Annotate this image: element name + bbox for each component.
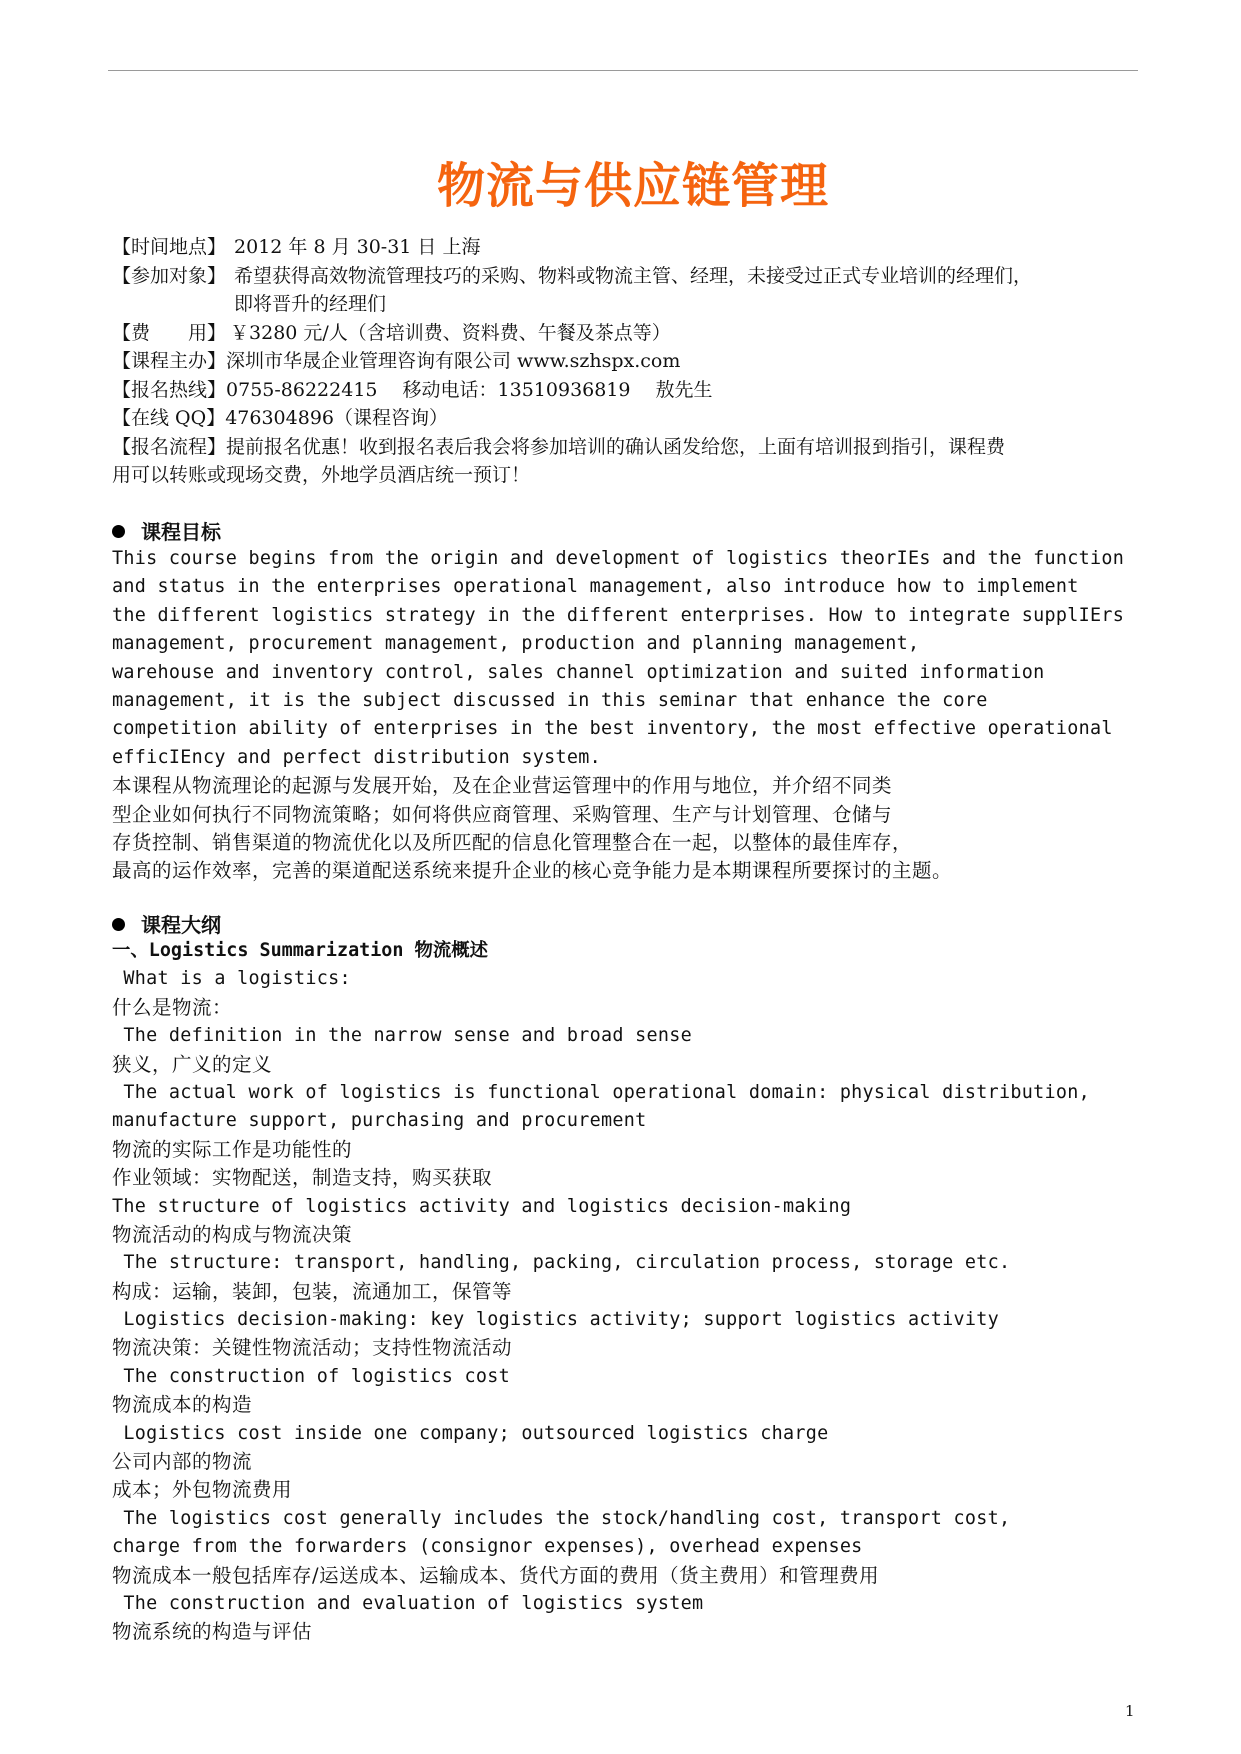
section-heading-outline — [112, 909, 221, 938]
course-info — [112, 233, 1152, 490]
outline-english-line: The logistics cost generally includes the stock/handling cost, transport cost, — [112, 1507, 1011, 1529]
bullet-icon — [112, 918, 125, 931]
outline-chinese-line: 物流系统的构造与评估 — [112, 1620, 313, 1644]
info-value: 深圳市华晟企业管理咨询有限公司 www.szhspx.com — [226, 350, 681, 372]
header-rule — [108, 70, 1138, 71]
outline-english-line: The actual work of logistics is functional operational domain: physical distribution, — [112, 1081, 1090, 1103]
info-value-line: 希望获得高效物流管理技巧的采购、物料或物流主管、经理，未接受过正式专业培训的经理们， — [234, 264, 1033, 287]
outline-chinese-line: 物流成本的构造 — [112, 1393, 253, 1417]
goal-english-line: This course begins from the origin and development of logistics theorIEs and the function — [112, 548, 1125, 569]
goal-english-line: efficIEncy and perfect distribution system. — [112, 746, 601, 768]
outline-chinese-line: 物流决策：关键性物流活动；支持性物流活动 — [112, 1336, 513, 1360]
goal-english-line: management, procurement management, production and planning management, — [112, 633, 920, 655]
registration-process — [112, 433, 1152, 490]
info-key: 【在线 QQ】 — [112, 407, 226, 429]
outline-part-title: 一、Logistics Summarization 物流概述 — [112, 940, 489, 961]
goal-chinese-line: 型企业如何执行不同物流策略；如何将供应商管理、采购管理、生产与计划管理、仓储与 — [112, 802, 893, 826]
goal-text — [112, 545, 1152, 886]
goal-english-line: warehouse and inventory control, sales channel optimization and suited information — [112, 661, 1045, 683]
outline-english-line: The structure: transport, handling, packing, circulation process, storage etc. — [112, 1252, 1011, 1274]
outline-english-line: The definition in the narrow sense and broad sense — [112, 1025, 692, 1047]
info-value: 0755-86222415 移动电话：13510936819 敖先生 — [226, 378, 713, 401]
outline-chinese-line: 什么是物流： — [112, 995, 233, 1019]
outline-chinese-line: 物流活动的构成与物流决策 — [112, 1222, 353, 1246]
section-heading-goal — [112, 516, 221, 545]
goal-english-line: competition ability of enterprises in the best inventory, the most effective operational — [112, 718, 1113, 740]
outline-chinese-line: 成本；外包物流费用 — [112, 1478, 293, 1502]
info-key: 【课程主办】 — [112, 350, 227, 372]
goal-english-line: the different logistics strategy in the different enterprises. How to integrate supplIErs — [112, 604, 1125, 626]
info-row-organizer — [112, 347, 1152, 376]
info-value-line: 即将晋升的经理们 — [234, 293, 387, 315]
outline-english-line: manufacture support, purchasing and procurement — [112, 1110, 647, 1132]
outline-chinese-line: 物流的实际工作是功能性的 — [112, 1137, 353, 1161]
section-heading-text: 课程目标 — [141, 520, 221, 544]
outline-english-line: What is a logistics: — [112, 968, 351, 990]
outline-english-line: The structure of logistics activity and logistics decision-making — [112, 1195, 852, 1217]
outline-english-line: Logistics decision-making: key logistics activity; support logistics activity — [112, 1309, 1000, 1331]
bullet-icon — [112, 525, 125, 538]
document-title: 物流与供应链管理 — [436, 158, 829, 214]
outline-chinese-line: 公司内部的物流 — [112, 1450, 253, 1474]
info-key: 【时间地点】 — [112, 236, 227, 258]
outline-chinese-line: 构成：运输，装卸，包装，流通加工，保管等 — [112, 1279, 513, 1303]
process-line: 【报名流程】提前报名优惠！收到报名表后我会将参加培训的确认函发给您，上面有培训报到指引，课程费 — [112, 435, 1006, 458]
info-value: 476304896（课程咨询） — [225, 407, 448, 429]
info-value: 2012 年 8 月 30-31 日 上海 — [234, 236, 481, 258]
info-row-time — [112, 233, 1152, 262]
outline-chinese-line: 作业领域：实物配送，制造支持，购买获取 — [112, 1166, 493, 1190]
outline-text — [112, 937, 1152, 1647]
process-line: 用可以转账或现场交费，外地学员酒店统一预订！ — [112, 464, 531, 486]
outline-chinese-line: 狭义，广义的定义 — [112, 1052, 273, 1076]
info-key: 【参加对象】 — [112, 264, 227, 287]
outline-english-line: The construction of logistics cost — [112, 1365, 511, 1387]
info-row-fee — [112, 319, 1152, 348]
info-value — [226, 262, 1152, 319]
outline-english-line: charge from the forwarders (consignor expenses), overhead expenses — [112, 1536, 863, 1558]
goal-chinese-line: 最高的运作效率，完善的渠道配送系统来提升企业的核心竞争能力是本期课程所要探讨的主题。 — [112, 859, 953, 883]
info-row-hotline — [112, 376, 1152, 405]
info-key: 【报名热线】 — [112, 378, 227, 401]
goal-english-line: management, it is the subject discussed in this seminar that enhance the core — [112, 689, 988, 711]
outline-chinese-line: 物流成本一般包括库存/运送成本、运输成本、货代方面的费用（货主费用）和管理费用 — [112, 1563, 880, 1587]
goal-chinese-line: 存货控制、销售渠道的物流优化以及所匹配的信息化管理整合在一起，以整体的最佳库存， — [112, 830, 913, 854]
info-row-audience — [112, 262, 1152, 319]
info-row-qq — [112, 404, 1152, 433]
info-key: 【费 用】 — [112, 321, 227, 344]
goal-chinese-line: 本课程从物流理论的起源与发展开始，及在企业营运管理中的作用与地位，并介绍不同类 — [112, 774, 893, 798]
info-value: ￥3280 元/人（含培训费、资料费、午餐及茶点等） — [230, 321, 671, 344]
section-heading-text: 课程大纲 — [141, 913, 221, 937]
page-number: 1 — [1125, 1702, 1135, 1720]
outline-lines — [112, 965, 1152, 1646]
outline-english-line: Logistics cost inside one company; outsourced logistics charge — [112, 1422, 829, 1444]
goal-english-line: and status in the enterprises operational management, also introduce how to implement — [112, 576, 1079, 598]
outline-english-line: The construction and evaluation of logistics system — [112, 1592, 704, 1614]
